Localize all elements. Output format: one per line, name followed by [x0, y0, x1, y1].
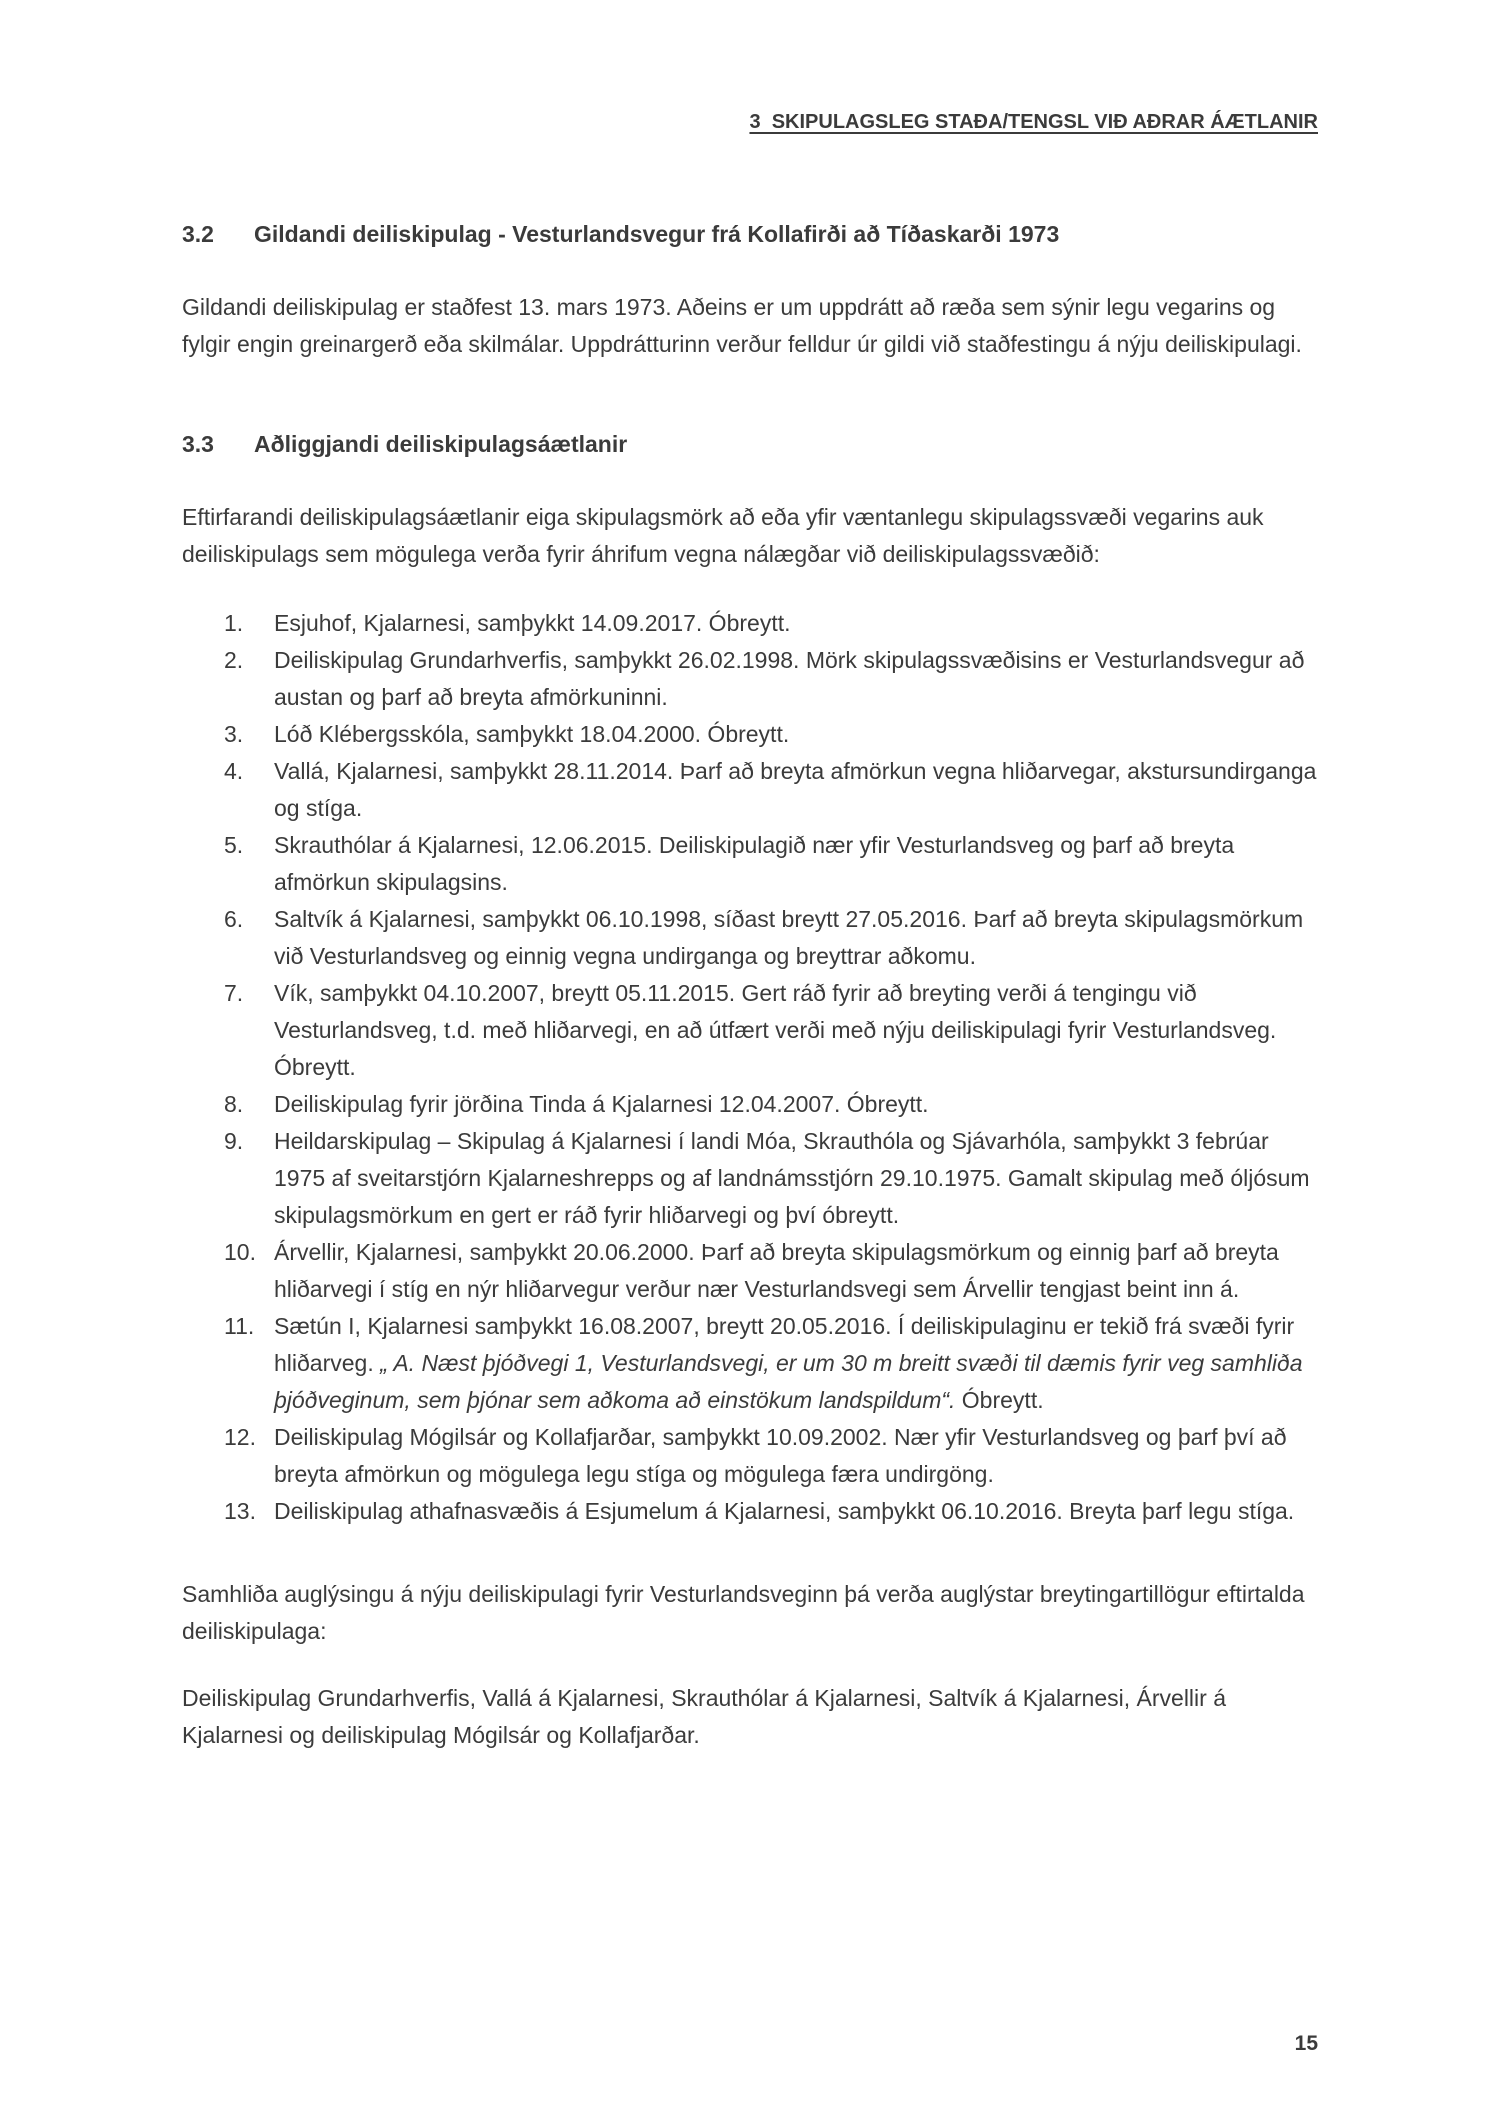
list-item [224, 605, 1318, 642]
list-item-number: 6. [224, 906, 244, 932]
list-item-text: Skrauthólar á Kjalarnesi, 12.06.2015. Deiliskipulagið nær yfir Vesturlandsveg og þarf að breyta afmörkun skipulagsins. [274, 832, 1235, 895]
list-item [224, 901, 1318, 975]
section-32-number: 3.2 [182, 221, 214, 247]
list-item [224, 1234, 1318, 1308]
list-item-text: Lóð Klébergsskóla, samþykkt 18.04.2000. Óbreytt. [274, 721, 790, 747]
page-number: 15 [1294, 2032, 1318, 2055]
running-header [182, 88, 1318, 157]
list-item-number: 10. [224, 1239, 256, 1265]
list-item-number: 3. [224, 721, 244, 747]
list-item [224, 716, 1318, 753]
deiliskipulag-list [182, 605, 1318, 1530]
list-item-number: 5. [224, 832, 244, 858]
list-item-text: Deiliskipulag Mógilsár og Kollafjarðar, samþykkt 10.09.2002. Nær yfir Vesturlandsveg og þarf því að breyta afmörkun og mögulega legu stíga og mögulega færa undirgöng. [274, 1424, 1287, 1487]
section-32-title: Gildandi deiliskipulag - Vesturlandsvegur frá Kollafirði að Tíðaskarði 1973 [254, 221, 1060, 247]
list-item-text: Deiliskipulag Grundarhverfis, samþykkt 26.02.1998. Mörk skipulagssvæðisins er Vesturlandsvegur að austan og þarf að breyta afmörkuninni. [274, 647, 1305, 710]
section-33-heading [182, 429, 1318, 459]
section-33-number: 3.3 [182, 431, 214, 457]
closing-paragraph-2: Deiliskipulag Grundarhverfis, Vallá á Kjalarnesi, Skrauthólar á Kjalarnesi, Saltvík á Kjalarnesi, Árvellir á Kjalarnesi og deiliskipulag Mógilsár og Kollafjarðar. [182, 1685, 1226, 1748]
list-item-text: Saltvík á Kjalarnesi, samþykkt 06.10.1998, síðast breytt 27.05.2016. Þarf að breyta skipulagsmörkum við Vesturlandsveg og einnig vegna undirganga og breyttrar aðkomu. [274, 906, 1304, 969]
list-item-number: 4. [224, 758, 244, 784]
list-item-number: 1. [224, 610, 244, 636]
list-item-number: 7. [224, 980, 244, 1006]
list-item [224, 1419, 1318, 1493]
list-item [224, 1086, 1318, 1123]
running-header-text: 3 SKIPULAGSLEG STAÐA/TENGSL VIÐ AÐRAR ÁÆTLANIR [749, 111, 1318, 133]
list-item [224, 642, 1318, 716]
list-item-number: 2. [224, 647, 244, 673]
list-item-text: Deiliskipulag fyrir jörðina Tinda á Kjalarnesi 12.04.2007. Óbreytt. [274, 1091, 929, 1117]
list-item-number: 12. [224, 1424, 256, 1450]
list-item-number: 11. [224, 1313, 255, 1339]
closing-paragraph-1: Samhliða auglýsingu á nýju deiliskipulagi fyrir Vesturlandsveginn þá verða auglýstar breytingartillögur eftirtalda deiliskipulaga: [182, 1581, 1305, 1644]
list-item-text: Heildarskipulag – Skipulag á Kjalarnesi í landi Móa, Skrauthóla og Sjávarhóla, samþykkt 3 febrúar 1975 af sveitarstjórn Kjalarneshrepps og af landnámsstjórn 29.10.1975. Gamalt skipulag með óljósum skipulagsmörkum en gert er ráð fyrir hliðarvegi og því óbreytt. [274, 1128, 1310, 1228]
section-32-paragraph: Gildandi deiliskipulag er staðfest 13. mars 1973. Aðeins er um uppdrátt að ræða sem sýnir legu vegarins og fylgir engin greinargerð eða skilmálar. Uppdrátturinn verður felldur úr gildi við staðfestingu á nýju deiliskipulagi. [182, 294, 1302, 357]
section-33-title: Aðliggjandi deiliskipulagsáætlanir [254, 431, 628, 457]
list-item-text: Deiliskipulag athafnasvæðis á Esjumelum á Kjalarnesi, samþykkt 06.10.2016. Breyta þarf legu stíga. [274, 1498, 1295, 1524]
section-33-intro-paragraph: Eftirfarandi deiliskipulagsáætlanir eiga skipulagsmörk að eða yfir væntanlegu skipulagssvæði vegarins auk deiliskipulags sem mögulega verða fyrir áhrifum vegna nálægðar við deiliskipulagssvæðið: [182, 504, 1264, 567]
list-item [224, 827, 1318, 901]
list-item [224, 1308, 1318, 1419]
list-item [224, 975, 1318, 1086]
section-32-heading [182, 219, 1318, 249]
list-item-text: Vallá, Kjalarnesi, samþykkt 28.11.2014. Þarf að breyta afmörkun vegna hliðarvegar, akstursundirganga og stíga. [274, 758, 1317, 821]
list-item [224, 1493, 1318, 1530]
list-item-number: 8. [224, 1091, 244, 1117]
list-item [224, 1123, 1318, 1234]
list-item-text: Vík, samþykkt 04.10.2007, breytt 05.11.2015. Gert ráð fyrir að breyting verði á tengingu við Vesturlandsveg, t.d. með hliðarvegi, en að útfært verði með nýju deiliskipulagi fyrir Vesturlandsveg. Óbreytt. [274, 980, 1277, 1080]
list-item-number: 9. [224, 1128, 244, 1154]
list-item-text: Sætún I, Kjalarnesi samþykkt 16.08.2007, breytt 20.05.2016. Í deiliskipulaginu er tekið frá svæði fyrir hliðarveg. „ A. Næst þjóðvegi 1, Vesturlandsvegi, er um 30 m breitt svæði til dæmis fyrir veg samhliða þjóðveginum, sem þjónar sem aðkoma að einstökum landspildum“. Óbreytt. [274, 1313, 1303, 1413]
list-item [224, 753, 1318, 827]
list-item-text: Árvellir, Kjalarnesi, samþykkt 20.06.2000. Þarf að breyta skipulagsmörkum og einnig þarf að breyta hliðarvegi í stíg en nýr hliðarvegur verður nær Vesturlandsvegi sem Árvellir tengjast beint inn á. [274, 1239, 1279, 1302]
list-item-text: Esjuhof, Kjalarnesi, samþykkt 14.09.2017. Óbreytt. [274, 610, 791, 636]
list-item-number: 13. [224, 1498, 256, 1524]
